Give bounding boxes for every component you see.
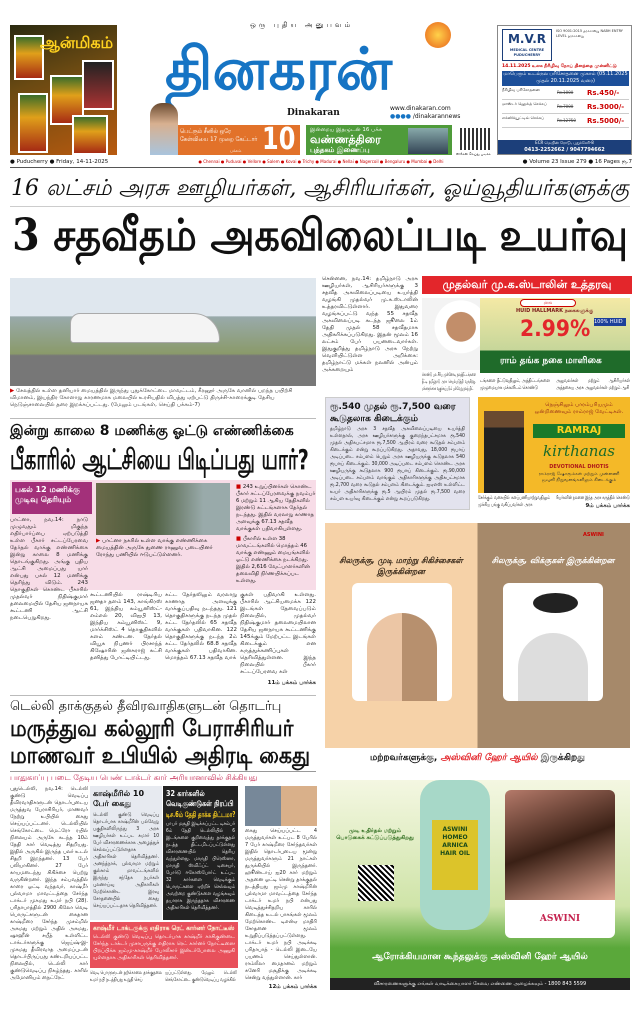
divider: [10, 418, 316, 419]
bihar-col1-fit: பாட்னா, நவ.14: நாடு முழுவதும் மிகுந்த எதிர்பார்ப்பை ஏற்படுத்தி உள்ள பீகார் சட்டப்பேரவை தேர்தல் வாக்கு எண்ணிக்கை இன்று காலை 8 மணிக்கு தொடங்குகிறது. அங்கு புதிய ஆட்சி அமைப்பது யார் என்பது பகல் 12 மணிக்கு தெரிந்து விடும். 243 தொகுதிகள் கொண்ட பீகாரில் முதல்வர் நிதிஷ்குமார் தலைமையில் தேசிய ஜனநாயக கூட்டணி ஆட்சி நடைபெறுகிறது.: [10, 517, 88, 621]
brand-name-fit: Dinakaran: [287, 108, 340, 118]
aswini-tagline-fit: [325, 751, 630, 765]
mvr-row-old-fit: Rs.1000: [557, 90, 574, 95]
delhi-headline-fit: மருத்துவ கல்லூரி பேராசிரியர் மாணவர் உபியில் அதிரடி கைது: [10, 716, 311, 769]
hair-transplant-photo: [352, 583, 452, 701]
supplement-promo[interactable]: [306, 125, 452, 155]
aswini-claim: [335, 828, 415, 860]
jewellery-pill: [520, 299, 576, 307]
mvr-row-label-fit: நீரிழிவு பரிசோதனை: [502, 87, 540, 92]
aswini-tag-a: மற்றவர்களுக்கு,: [370, 753, 438, 763]
lead-body-col5: [478, 495, 550, 510]
mvr-info: [556, 29, 626, 61]
mvr-phone: [498, 146, 631, 154]
delhi-kicker-fit: டெல்லி தாக்குதல் தீவிரவாதிகளுடன் தொடர்பு: [10, 699, 282, 714]
aswini-slogan-fit: ஆரோக்கியமான கூந்தலுக்கு அஸ்வினி ஹேர் ஆயில்: [372, 952, 588, 962]
supplement-title: [310, 134, 405, 146]
edition-date-fit: ● Puducherry ● Friday, 14-11-2025: [10, 159, 109, 165]
bihar-headline[interactable]: [10, 442, 316, 478]
aswini-ad-comparison[interactable]: [325, 523, 630, 748]
website-link[interactable]: www.dinakaran.com: [390, 105, 451, 112]
aswini-left-text-fit: சிலருக்கு, முடி மாற்று சிகிச்சைகள் இருக்கின்றன: [339, 556, 463, 576]
kashmir-arrests-box: [90, 786, 162, 920]
plane-image: [70, 313, 220, 343]
bullet-icon: ■: [236, 536, 243, 542]
bihar-col1: [10, 517, 88, 690]
cinema-promo-pages-label: [230, 148, 258, 154]
salary-box-title: [330, 401, 465, 425]
salary-box-body: [330, 426, 465, 506]
edition-day: Friday, 14-11-2025: [56, 159, 109, 165]
lead-body-col4-fit: அலுவலர்கள் மற்றும் ஆசிரியர்கள் அத்தகைய அரசு அலுவலர்கள் மற்றும் ஆசி: [556, 378, 630, 391]
ramraj-availability-fit: ராம்ராஜ் ஷோரூம்கள் மற்றும் முன்னணி ஜவுளி நிறுவனங்களிலும் கிடைக்கும்: [538, 472, 620, 483]
volume: Volume 23 Issue 279: [529, 159, 587, 165]
mvr-row-new-fit: Rs.450/-: [587, 89, 620, 97]
ramraj-product-fit: kirthanas: [543, 442, 615, 460]
ramraj-ad[interactable]: [478, 397, 630, 493]
aswini-slogan: [334, 950, 626, 964]
wig-photo: [503, 583, 603, 701]
bihar-security-photo: [96, 483, 230, 535]
bihar-kicker-fit: இன்று காலை 8 மணிக்கு ஓட்டு எண்ணிக்கை: [10, 423, 294, 439]
cars-plot-box: [163, 786, 238, 920]
bihar-side-note: [236, 536, 316, 585]
plane-photo: [10, 278, 316, 386]
aswini-hair-oil-ad[interactable]: [330, 780, 630, 990]
car-and-doctor-photo: [245, 786, 317, 826]
page-count: 16 Pages: [594, 159, 620, 165]
lead-body-col6-fit: ரியர்களின் நலனை இந்த அரசு கருத்தில் கொண்டு: [556, 495, 630, 501]
mvr-row-old: [557, 104, 587, 110]
red-box-body-fit: டெல்லி குண்டு வெடிப்பு தொடர்பாக காஷ்மீர் காசிகுண்டை சேர்ந்த டாக்டர் முசாபருக்கு எதிராக ரெட் கார்னர் நோட்டீஸை பிறப்பிக்க ஜம்மு-காஷ்மீர் போலீசார் இன்டர்போலை அணுகி யுள்ளதாக அதிகாரிகள் தெரிவித்தனர்.: [93, 934, 235, 961]
mvr-camp: [502, 71, 629, 86]
hair-oil-bottle: [420, 780, 490, 930]
bihar-headline-fit: பீகாரில் ஆட்சியை பிடிப்பது யார்?: [10, 443, 309, 476]
delhi-col3: [165, 970, 237, 990]
mvr-row-new: [587, 88, 629, 98]
mvr-name: M.V.R: [507, 32, 547, 46]
aswini-qr-code[interactable]: [358, 865, 394, 901]
edition-cities-fit: ● Chennai ● Puduvai ● Vellore ● Salem ● Kovai ● Trichy ● Madurai ● Nellai ● Nagercoil ● Bengaluru ● Mumbai ● Delhi: [198, 159, 444, 164]
bihar-jump[interactable]: [240, 680, 316, 687]
cars-box-title-fit: 32 கார்களில் வெடிகுண்டுகள் நிரப்பி: [166, 789, 234, 808]
bihar-side-notes-fit: [236, 484, 316, 585]
mvr-row-new-fit: Rs.5000/-: [587, 117, 625, 125]
jewellery-name: [500, 355, 625, 367]
social-handle[interactable]: [390, 113, 490, 121]
aswini-hotline-bar: [330, 978, 630, 990]
man-image: [518, 633, 588, 701]
ramraj-brand: [533, 424, 625, 438]
jewellery-pill-fit: அன்னாசு சாலை: [543, 300, 553, 306]
mvr-row-label: [502, 101, 557, 113]
mvr-row-old-fit: Rs.7000: [557, 104, 574, 109]
jewellery-hud-fit: HUID HALLMARK நகைகளுக்கு: [516, 308, 594, 314]
aswini-right-text: [483, 555, 623, 579]
jewellery-ad[interactable]: [480, 298, 630, 373]
salary-box-title-fit: ரூ.540 முதல் ரூ.7,500 வரை கூடுதலாக கிடைக்கும்: [330, 402, 456, 424]
photo-caption: [10, 388, 316, 417]
issue-info-fit: ● Volume 23 Issue 279 ● 16 Pages ரூ.7: [522, 159, 632, 165]
supplement-line1-fit: இன்றைய இதழுடன் 16 பக்க: [310, 127, 383, 133]
aswini-logo: [583, 531, 625, 539]
aswini-tag-b: அஸ்வினி ஹேர் ஆயில்: [440, 753, 538, 763]
caption-bullet-icon: ▶: [96, 538, 103, 544]
aswini-hotline: [334, 978, 626, 990]
mvr-sub: MEDICAL CENTRE PUDUCHERRY: [509, 48, 545, 57]
lead-body-col6: [556, 495, 630, 502]
price: ரூ.7: [621, 159, 632, 165]
magazine-cover: [72, 115, 108, 155]
cars-box-body-fit: பாபர் மசூதி இடிக்கப்பட்ட டிசம்பர் 6ம் தேதி டெல்லியில் 6 இடங்களை குறிவைத்து தாக்குதல் நடத்த திட்டமிடப்பட்டுள்ளது விசாரணையில் தெரிய வந்துள்ளது. மாருதி பிரெஸ்ஸா, மாருதி ஸ்விஃப்ட் டிசையர், போர்டு ஈகோஸ்போர்ட் உட்பட 32 கார்களை வெடிக்கும் பொருட்களை ஏற்றிச் செல்லவும் அவற்றை குண்டுகளை வழங்கவும் தயாராக இருந்ததாக விசாரணை அதிகாரிகள் தெரிவித்தனர்.: [166, 821, 235, 911]
lead-body-col1: [322, 276, 418, 394]
bottle-label-text: [434, 826, 476, 886]
mvr-camp-fit: மாபெரும் உடல்நல பரிசோதனை முகாம் (05.11.2025 முதல் 20.11.2025 வரை): [503, 71, 628, 84]
ramraj-availability: [533, 472, 625, 491]
caption-bullet-icon: ▶: [10, 388, 17, 394]
delhi-col4: [245, 828, 317, 982]
ramraj-line-fit: நெஞ்சிலும் பாரம்பரியமும் ஒன்றிணைவும் ராம்ராஜ் வேட்டிகள்.: [534, 402, 624, 415]
newspaper-logo-fit: தினகரன்: [165, 35, 393, 103]
social-icons: ●●●●: [390, 113, 413, 120]
lead-kicker-fit: 16 லட்சம் அரசு ஊழியர்கள், ஆசிரியர்கள், ஓய்வூதியர்களுக்கு: [10, 176, 630, 201]
issue-info: [482, 158, 632, 166]
aanmeegam-ad[interactable]: [10, 25, 117, 155]
bihar-photo-caption: [96, 538, 231, 587]
jewellery-rate: [520, 316, 590, 344]
bihar-caption-text: பாட்னா நகரில் உள்ள வாக்கு எண்ணிக்கை மையத்தின் அருகே துணை ராணுவ படையினர் ரோந்து பணியில் ஈடுபட்டுள்ளனர்.: [96, 538, 213, 558]
supplement-line3-fit: புத்தகம் இணைப்பு: [310, 146, 370, 154]
aswini-tagline: [325, 751, 630, 765]
mvr-row-new: [587, 116, 629, 126]
aanmeegam-title: [40, 33, 114, 53]
delhi-headline[interactable]: [10, 716, 316, 770]
delhi-jump-fit: 12ம் பக்கம் பார்க்க: [268, 984, 317, 990]
lead-body-col5-fit: சேர்க்கும் வகையில் களப்பணியாற்றுவதிலும் முக்கிய பங்கு வகிப்பவர்கள் அரசு: [478, 495, 550, 508]
cars-box-highlight-fit: டிச.6ம் தேதி தாக்க திட்டமா?: [166, 810, 236, 819]
lead-headline[interactable]: [10, 206, 630, 266]
cars-box-body: [166, 821, 235, 917]
mvr-logo: [502, 29, 552, 61]
lead-body-col2: [422, 372, 476, 394]
mvr-medical-ad[interactable]: [497, 25, 632, 155]
aswini-brand: [505, 900, 615, 938]
delhi-col1: [10, 786, 88, 990]
delhi-col2: [90, 970, 162, 990]
mvr-row-label-fit: எக்ஸிக்யூட்டிவ் செக்கப்: [502, 115, 545, 120]
bihar-col4-fit: குகள் பதிவாகி உள்ளது. பீகாரில் ஆட்சியமைக்க 122 இடங்கள் தேவைப்படும் நிலையில், முதல்வர் நிதிஷ்குமார் தலைமையிலான தேசிய ஜனநாயக கூட்டணிக்கு 145க்கும் மேற்பட்ட இடங்கள் கிடைக்கும் என கருத்துக்கணிப்புகள் தெரிவித்துள்ளன. இந்த நிலையில் பீகார் சட்டப்பேரவை கள்: [240, 592, 316, 675]
mvr-logo-fit: [503, 30, 551, 57]
qr-caption-fit: ஸ்கேன் செய்து படிக்க: [456, 152, 491, 156]
bihar-side-note: [236, 484, 316, 533]
edition-date: [10, 158, 160, 166]
bihar-side2: பீகாரில் உள்ள 38 மாவட்டங்களில் மொத்தம் 46 வாக்கு எண்ணும் மையங்களில் ஓட்டு எண்ணிக்கை நடக்கிறது. இதில் 2,616 வேட்பாளர்களின் தலைவிதி நிர்ணயிக்கப்பட உள்ளது.: [236, 536, 310, 584]
lead-body-col3-fit: டங்களை தீட்டுவதிலும், அத்திட்டங்களை முழுமையாக மக்களிடம் கொண்டு: [480, 378, 550, 391]
ramraj-brand-fit: RAMRAJ: [556, 425, 602, 436]
supplement-cover: [408, 128, 448, 154]
jewellery-rate-fit: 2.99%: [520, 317, 591, 342]
red-box-title-fit: காஷ்மீர் டாக்டருக்கு எதிராக ரெட் கார்னர் நோட்டீஸ்: [93, 924, 235, 932]
bullet-icon: ■: [236, 484, 243, 490]
bihar-col2-fit: கூட்டணியில் ராஷ்டிரிய ஜனதா தளம் 143, காங்கிரஸ் 61, இந்திய கம்யூனிஸ்ட்-எம்எல் 20, விஐபி 13, இந்திய கம்யூனிஸ்ட் 9, மார்க்சிஸ்ட் 4 தொகுதிகளில் களம் கண்டன. தேர்தல் வியூக நிபுணர் பிரசாந்த் கிஷோரின் ஜன்சுராஜ் கட்சி தனித்து போட்டியிட்டது.: [90, 592, 162, 661]
lead-kicker: [10, 174, 630, 204]
website-info: [390, 105, 490, 123]
red-box-body: [93, 934, 235, 966]
delhi-jump[interactable]: [245, 984, 317, 991]
mvr-info-fit: ISO 9001:2015 தரச்சான்று NABH ENTRY LEVEL தரச்சான்று: [556, 29, 623, 38]
aanmeegam-title-fit: ஆன்மிகம்: [40, 33, 114, 52]
cinema-promo-text-fit: பெட்ரும் சீனில் ஒரே கேள்வியை 17 முறை கேட்டார்: [180, 127, 258, 143]
delhi-subhead: [10, 771, 316, 783]
delhi-subhead-fit: பாதுகாப்பு படை தேடிய பெண் டாக்டர் கார் அரியானாவில் சிக்கியது: [10, 773, 258, 782]
ramraj-line: [533, 402, 625, 422]
aswini-tag-c: இருக்கிறது: [540, 753, 585, 763]
aswini-brand-text: [509, 913, 611, 925]
bihar-kicker: [10, 421, 316, 441]
mvr-contact: [498, 140, 631, 154]
red-box-title: [93, 924, 235, 933]
lead-body-col4: [556, 378, 630, 394]
lead-banner-text: [426, 276, 628, 294]
mvr-row-old: [557, 90, 587, 96]
ramraj-product: [533, 440, 625, 462]
bottle-label-text-fit: ASWINI HOMEO ARNICA HAIR OIL: [440, 826, 470, 857]
jewellery-badge-fit: 100% HUID: [594, 319, 623, 325]
mvr-address-fit: ECR மெயின் ரோடு, புதுச்சேரி-8: [535, 140, 594, 145]
brand-name: [287, 107, 367, 119]
qr-code[interactable]: [460, 128, 490, 150]
bihar-col4: [240, 592, 316, 676]
mvr-row-new: [587, 102, 629, 112]
mvr-phone-fit: 0413-2252662 / 9047794662: [524, 147, 605, 153]
bihar-photo-caption-fit: [96, 538, 231, 559]
social-handle-text: /dinakarannews: [412, 113, 461, 120]
supplement-line3: [310, 146, 405, 155]
ramraj-sub-fit: DEVOTIONAL DHOTIS: [549, 464, 609, 470]
mvr-row-label: [502, 115, 557, 127]
cinema-promo-text: [180, 127, 258, 147]
cars-box-title: [166, 789, 235, 809]
mvr-date-fit: 14.11.2025 உலக நீரிழிவு நோய் தினத்தை முன்னிட்டு: [502, 64, 617, 69]
kashmir-box-body: [93, 812, 159, 917]
wig-image: [533, 593, 578, 613]
delhi-col3-fit: யப்பட்டுள்ளது. மேலும் டெல்லி செங்கோட்டை குண்டுவெடிப்பு வழக்கில்: [165, 970, 237, 983]
aswini-right-text-fit: சிலருக்கு, விக்குகள் இருக்கின்றன: [491, 556, 615, 565]
kashmir-box-title-fit: காஷ்மீரில் 10 பேர் கைது: [93, 789, 145, 808]
model-photo: [505, 790, 615, 900]
bald-head-image: [367, 613, 437, 701]
logo-tagline: [250, 20, 410, 30]
mvr-row-label-fit: மாஸ்டர் ஹெல்த் செக்கப்: [502, 101, 547, 106]
lead-headline-fit: 3 சதவீதம் அகவிலைப்படி உயர்வு: [12, 210, 628, 261]
photo-caption-fit: [10, 388, 316, 409]
jewellery-hud: [516, 308, 606, 315]
kashmir-box-body-fit: டெல்லி குண்டு வெடிப்பு தொடர்பாக காஷ்மீரின் பல்வேறு பகுதிகளிலிருந்து 3 அரசு ஊழியர்கள் உட்பட சுமார் 10 பேர் விசாரணைக்காக அழைத்துச் செல்லப்பட்டுள்ளதாக அதிகாரிகள் தெரிவித்தனர். அனந்த்நாக், புல்வாமா மற்றும் குல்காம் மாவட்டங்களில் இருந்து சந்தேக நபர்கள் புலனாய்வு அதிகாரிகள் மேற்கொண்ட இரவு சோதனையில் கைது செய்யப்பட்டதாக தெரிவித்தனர்.: [93, 812, 159, 909]
photo-caption-text: சேலத்தில் உள்ள தனியார் மையத்தில் இருந்து புதுக்கோட்டை மாவட்டம், கீரனூர் அருகே வானில் பறந்த பயிற்சி விமானம், இயந்திர கோளாறு காரணமாக மலையில் உரசியதில் விபத்து ஏற்பட்டு திருச்சி-காரைக்குடி தேசிய நெடுஞ்சாலையில் தரை இறக்கப்பட்டது. (மேலும் படங்கள், செய்தி பக்கம்-7): [10, 388, 293, 408]
aswini-brand-text-fit: ASWINI: [539, 914, 581, 924]
divider: [10, 695, 316, 696]
mvr-date: [502, 63, 629, 70]
jewellery-name-fit: ராம் தங்க நகை மாளிகை: [500, 356, 602, 366]
dateline: [10, 158, 632, 168]
magazine-cover: [82, 60, 114, 110]
bihar-col3-fit: கட்ட தேர்தலிலும் வரலாறு காணாத அளவுக்கு வாக்குப்பதிவு நடந்தது. 121 தொகுதிகளுக்கு நடந்த முதல் கட்ட தேர்தலில் 65 சதவீத வாக்குகள் பதிவாகின. 122 தொகுதிகளுக்கு நடந்த 2ம் கட்ட தேர்தலில் 68.8 சதவீத வாக்குகள் பதிவாகின. மொத்தம் 67.13 சதவீத வாக்: [165, 592, 237, 661]
lead-body-col2-fit: கொண்டு பல சீரிய முன்னோடி நலத்திட்டங்களை தீட்டி தமிழ்நாடு அரசு செயல்படுத்தி வருகிறது. மக்களுக்காக வகுக்கப்படும் பல்வேறு நலத் திட்: [422, 372, 476, 392]
mvr-price-row: [502, 115, 629, 128]
aswini-hotline-fit: விசாரணைகளுக்கு எங்கள் வாடிக்கையாளர் சேவை எண்ணை அழைக்கவும் - 1800 843 5599: [373, 981, 587, 987]
logo-tagline-fit: ஒரு புதிய அனுபவம்: [250, 21, 354, 29]
aswini-left-text: [331, 555, 471, 579]
bihar-side-notes: [236, 484, 316, 588]
delhi-col2-fit: வெடி பொருளுடன் தற்கொலை தாக்குதலை உமர் நபி நடத்தியது உறுதி செய்: [90, 970, 162, 983]
supplement-title-fit: வண்ணத்திரை: [310, 133, 381, 146]
magazine-cover: [18, 93, 48, 153]
edition-place: Puducherry: [16, 159, 48, 165]
lead-jump[interactable]: [556, 503, 630, 510]
mvr-row-old-fit: Rs.12750: [557, 118, 576, 123]
bihar-col3: [165, 592, 237, 690]
mvr-price-row: [502, 87, 629, 100]
bihar-jump-fit: 11ம் பக்கம் பார்க்க: [267, 680, 316, 686]
cinema-promo-page: [262, 123, 296, 157]
red-corner-box: [90, 922, 238, 968]
delhi-col4-fit: கைது செய்யப்பட்ட 4 மருத்துவர்கள் உட்பட 8 பேரில் 7 பேர் காஷ்மீரை சேர்ந்தவர்கள் இதில் தொடர்புடைய மூன்று மருத்துவர்களும் 21 நாட்கள் துருக்கியில் இருந்தனர். ஹூண்டாய் ஐ20 கார் மற்றும் அதனை ஓட்டி சென்று தாக்குதல் நடத்தியது ஜம்மு காஷ்மீரின் புல்வாமா மாவட்டத்தை சேர்ந்த டாக்டர் உமர் நபி என்பது வெடித்துச்சிதறிய காரில் கிடைத்த உடல் பாகங்கள் மூலம் மேற்கொண்ட டிஎன்ஏ மாதிரி சோதனை மூலம் உறுதிப்படுத்தப்பட்டுள்ளது. டாக்டர் உமர் நபி அடிக்கடி பரிதாபாத் - டெல்லி இடையே பயணம் செய்துள்ளான். ராம்லீலா மைதானம் மற்றும் சுனேரி மசூதிக்கு அடிக்கடி சென்று வந்துள்ளான். கார்: [245, 828, 317, 981]
bottle-label: [432, 820, 478, 890]
delhi-col1-fit: புதுடெல்லி, நவ.14: டெல்லி குண்டு வெடிப்பு தீவிரவாதிகளுடன் தொடர்புடைய மருத்துவ பேராசிரியர், மாணவர் நேற்று உபியில் கைது செய்யப்பட்டனர். டெல்லியில் செங்கோட்டை மெட்ரோ ரயில் நிலையம் அருகே கடந்த 10ம் தேதி கார் வெடித்து சிதறியது. இதில் அருகில் இருந்த பலர் உடல் சிதறி இறந்தனர். 13 பேர் பலியாகினர். 27 பேர் காயமடைந்து சிகிச்சை பெற்று வருகின்றனர். இந்த சம்பவத்தில் காரை ஓட்டி வந்தவர், காஷ்மீர் புல்வாமா மாவட்டத்தை சேர்ந்த டாக்டர் முகமது உமர் நபி (28). பரிதாபாத்தில் 2900 கிலோ வெடி பொருட்களுடன் கைதான காஷ்மீரை சேர்ந்த முசம்மில் அகமது மற்றும் அதில் அகமது, ஷாஹீன் சயீத் உள்ளிட்ட டாக்டர்களுக்கு ஜெய்ஷ்-இ-முகமது தீவிரவாத அமைப்புடன் தொடர்பிருப்பது கண்டறியப்பட்ட நிலையில், டெல்லி கார் குண்டுவெடிப்பு நிகழ்ந்தது. காரில் அமோனியம் நைட்ரேட்: [10, 786, 88, 981]
bihar-result-time-text: [15, 485, 89, 511]
lead-banner-text-fit: முதல்வர் மு.க.ஸ்டாலின் உத்தரவு: [442, 278, 612, 291]
ramraj-sub: [533, 463, 625, 471]
lead-body-col3: [480, 378, 550, 394]
bihar-col2: [90, 592, 162, 690]
lead-body-col1-fit: சென்னை, நவ.14: தமிழ்நாடு அரசு ஊழியர்கள், ஆசிரியர்களுக்கு 3 சதவீத அகவிலைப்படியை உயர்த்தி வழங்கி முதல்வர் மு.க.ஸ்டாலின் உத்தரவிட்டுள்ளார். இதுவரை வழங்கப்பட்டு வந்த 55 சதவீத அகவிலைப்படி கடந்த ஜூலை 1ம் தேதி முதல் 58 சதவீதமாக அதிகரிக்கப்படுகிறது. இதன் மூலம் 16 லட்சம் பேர் பயனடைவார்கள். இதுகுறித்து தமிழ்நாடு அரசு நேற்று வெளியிட்டுள்ள அறிக்கை: தமிழ்நாட்டு மக்கள் நலனில் அன்பும் அக்கறையும்: [322, 276, 418, 373]
mvr-row-label: [502, 87, 557, 99]
bihar-side1: 243 உறுப்பினர்கள் கொண்ட பீகார் சட்டப்பேரவைக்கு நவம்பர் 6 மற்றும் 11 ஆகிய தேதிகளில் இரண்டு கட்டங்களாக தேர்தல் நடந்தது. இதில் வரலாறு காணாத அளவுக்கு 67.13 சதவீத வாக்குகள் பதிவாகியுள்ளது.: [236, 484, 316, 532]
qr-caption: [456, 151, 496, 157]
lead-jump-fit: 9ம் பக்கம் பார்க்க: [585, 503, 630, 509]
cinema-promo-page-fit: 10: [262, 122, 296, 157]
bihar-result-time: [12, 482, 92, 514]
mvr-row-new-fit: Rs.3000/-: [587, 103, 625, 111]
mvr-row-old: [557, 118, 587, 124]
delhi-kicker: [10, 699, 316, 715]
mvr-price-row: [502, 101, 629, 114]
ramraj-model: [484, 411, 524, 493]
aswini-claim-fit: முடி உதிர்தல் மற்றும் பொடுகைக் கட்டுப்படுத்துகிறது: [336, 828, 414, 841]
bihar-result-time-text-fit: பகல் 12 மணிக்கு முடிவு தெரியும்: [15, 485, 80, 504]
cinema-promo-pages-label-fit: பக்கம்: [230, 148, 242, 153]
edition-cities: [171, 158, 471, 166]
website-info-fit: [390, 105, 490, 121]
salary-info-box: [325, 397, 470, 510]
salary-box-body-fit: தமிழ்நாடு அரசு 3 சதவீத அகவிலைப்படியை உயர்த்தி உள்ளதால், அரசு ஊழியர்களுக்கு குறைந்தபட்சமாக ரூ.540 முதல் அதிகபட்சமாக ரூ.7,500 ஆயிரம் வரை கூடுதல் சம்பளம் கிடைக்கும் என்று கூறப்படுகிறது. அதாவது, 18,000 ரூபாய் அடிப்படை சம்பளம் பெறும் அரசு ஊழியருக்கு கூடுதலாக 540 ரூபாய் கிடைக்கும். 30,000 அடிப்படை சம்பளம் கொண்ட அரசு ஊழியருக்கு கூடுதலாக 900 ரூபாய் கிடைக்கும். ரூ.90,000 அடிப்படை சம்பளம் வாங்கும் அதிகாரிகளுக்கு அதிகபட்சமாக ரூ.2,700 வரை கூடுதல் சம்பளம் கிடைக்கும். ஐஏஎஸ் உள்ளிட்ட உயர் அதிகாரிகளுக்கு ரூ.5 ஆயிரம் முதல் ரூ.7,500 வரை சம்பள உயர்வு கிடைக்கும் என்று கூறப்படுகிறது.: [330, 426, 465, 502]
aswini-logo-fit: ASWINI: [583, 532, 604, 538]
lead-banner: [422, 276, 632, 294]
cinema-promo[interactable]: [150, 122, 300, 157]
jewellery-badge: [594, 318, 626, 326]
actress-photo: [150, 103, 178, 155]
newspaper-logo[interactable]: [165, 34, 455, 104]
kashmir-box-title: [93, 789, 159, 811]
cars-box-highlight: [166, 810, 235, 820]
